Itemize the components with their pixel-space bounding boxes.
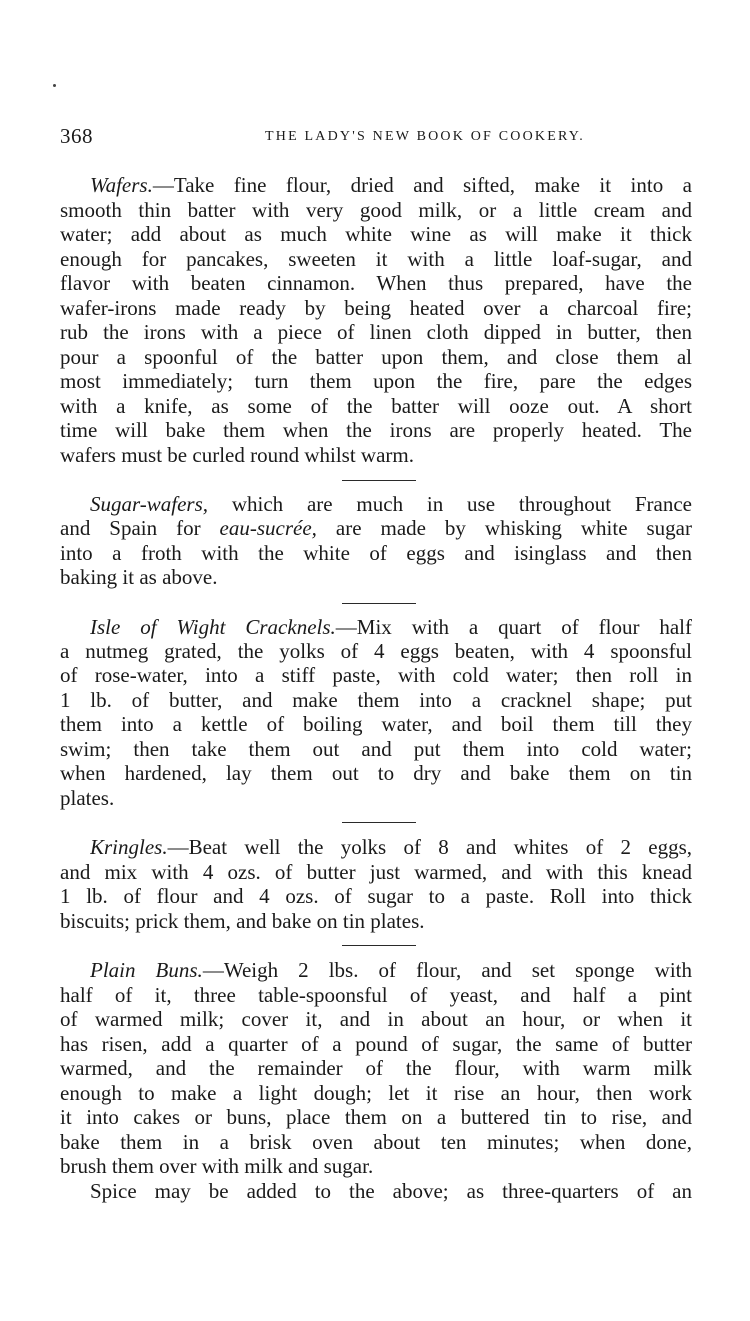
plain-buns-line-6: enough to make a light dough; let it rise an hour, then work (60, 1081, 692, 1105)
sugar-wafers-heading: Sugar-wafers, (90, 492, 209, 516)
section-divider (342, 822, 416, 823)
running-title: THE LADY'S NEW BOOK OF COOKERY. (265, 129, 585, 144)
wafers-line-7: rub the irons with a piece of linen cloth dipped in butter, then (60, 320, 692, 344)
wafers-line-6: wafer-irons made ready by being heated over a charcoal fire; (60, 296, 692, 320)
sugar-wafers-line-4: baking it as above. (60, 565, 218, 589)
wafers-line-10: with a knife, as some of the batter will ooze out. A short (60, 394, 692, 418)
wafers-line-12: wafers must be curled round whilst warm. (60, 443, 414, 467)
wafers-line-11: time will bake them when the irons are properly heated. The (60, 418, 692, 442)
page-number: 368 (60, 124, 93, 148)
kringles-line-1: Kringles.—Beat well the yolks of 8 and whites of 2 eggs, (90, 835, 692, 859)
plain-buns-heading: Plain Buns. (90, 958, 203, 982)
wafers-line-1: Wafers.—Take fine flour, dried and sifted, make it into a (90, 173, 692, 197)
wafers-line-2: smooth thin batter with very good milk, or a little cream and (60, 198, 692, 222)
kringles-line-3: 1 lb. of flour and 4 ozs. of sugar to a paste. Roll into thick (60, 884, 692, 908)
sugar-wafers-line-3: into a froth with the white of eggs and isinglass and then (60, 541, 692, 565)
cracknels-line-7: when hardened, lay them out to dry and bake them on tin (60, 761, 692, 785)
sugar-wafers-line-1: Sugar-wafers, which are much in use throughout France (90, 492, 692, 516)
cracknels-line-5: them into a kettle of boiling water, and boil them till they (60, 712, 692, 736)
wafers-line-4: enough for pancakes, sweeten it with a little loaf-sugar, and (60, 247, 692, 271)
section-divider (342, 480, 416, 481)
kringles-heading: Kringles. (90, 835, 168, 859)
section-divider (342, 603, 416, 604)
cracknels-line-3: of rose-water, into a stiff paste, with cold water; then roll in (60, 663, 692, 687)
plain-buns-continuation: Spice may be added to the above; as three-quarters of an (90, 1179, 692, 1203)
kringles-line-4: biscuits; prick them, and bake on tin plates. (60, 909, 425, 933)
plain-buns-line-8: bake them in a brisk oven about ten minutes; when done, (60, 1130, 692, 1154)
kringles-line-2: and mix with 4 ozs. of butter just warmed, and with this knead (60, 860, 692, 884)
plain-buns-line-1: Plain Buns.—Weigh 2 lbs. of flour, and set sponge with (90, 958, 692, 982)
cracknels-line-4: 1 lb. of butter, and make them into a cracknel shape; put (60, 688, 692, 712)
cracknels-line-1: Isle of Wight Cracknels.—Mix with a quart of flour half (90, 615, 692, 639)
print-speck (53, 84, 56, 87)
wafers-line-9: most immediately; turn them upon the fire, pare the edges (60, 369, 692, 393)
section-divider (342, 945, 416, 946)
wafers-line-5: flavor with beaten cinnamon. When thus prepared, have the (60, 271, 692, 295)
wafers-heading: Wafers. (90, 173, 153, 197)
cracknels-line-8: plates. (60, 786, 115, 810)
cracknels-heading: Isle of Wight Cracknels. (90, 615, 336, 639)
page-header (60, 124, 700, 154)
plain-buns-line-2: half of it, three table-spoonsful of yeast, and half a pint (60, 983, 692, 1007)
cracknels-line-6: swim; then take them out and put them into cold water; (60, 737, 692, 761)
plain-buns-line-7: it into cakes or buns, place them on a buttered tin to rise, and (60, 1105, 692, 1129)
sugar-wafers-line-2: and Spain for eau-sucrée, are made by whisking white sugar (60, 516, 692, 540)
plain-buns-line-5: warmed, and the remainder of the flour, with warm milk (60, 1056, 692, 1080)
plain-buns-line-3: of warmed milk; cover it, and in about an hour, or when it (60, 1007, 692, 1031)
plain-buns-line-4: has risen, add a quarter of a pound of sugar, the same of butter (60, 1032, 692, 1056)
wafers-line-3: water; add about as much white wine as will make it thick (60, 222, 692, 246)
cracknels-line-2: a nutmeg grated, the yolks of 4 eggs beaten, with 4 spoonsful (60, 639, 692, 663)
wafers-line-8: pour a spoonful of the batter upon them, and close them al (60, 345, 692, 369)
plain-buns-line-9: brush them over with milk and sugar. (60, 1154, 374, 1178)
